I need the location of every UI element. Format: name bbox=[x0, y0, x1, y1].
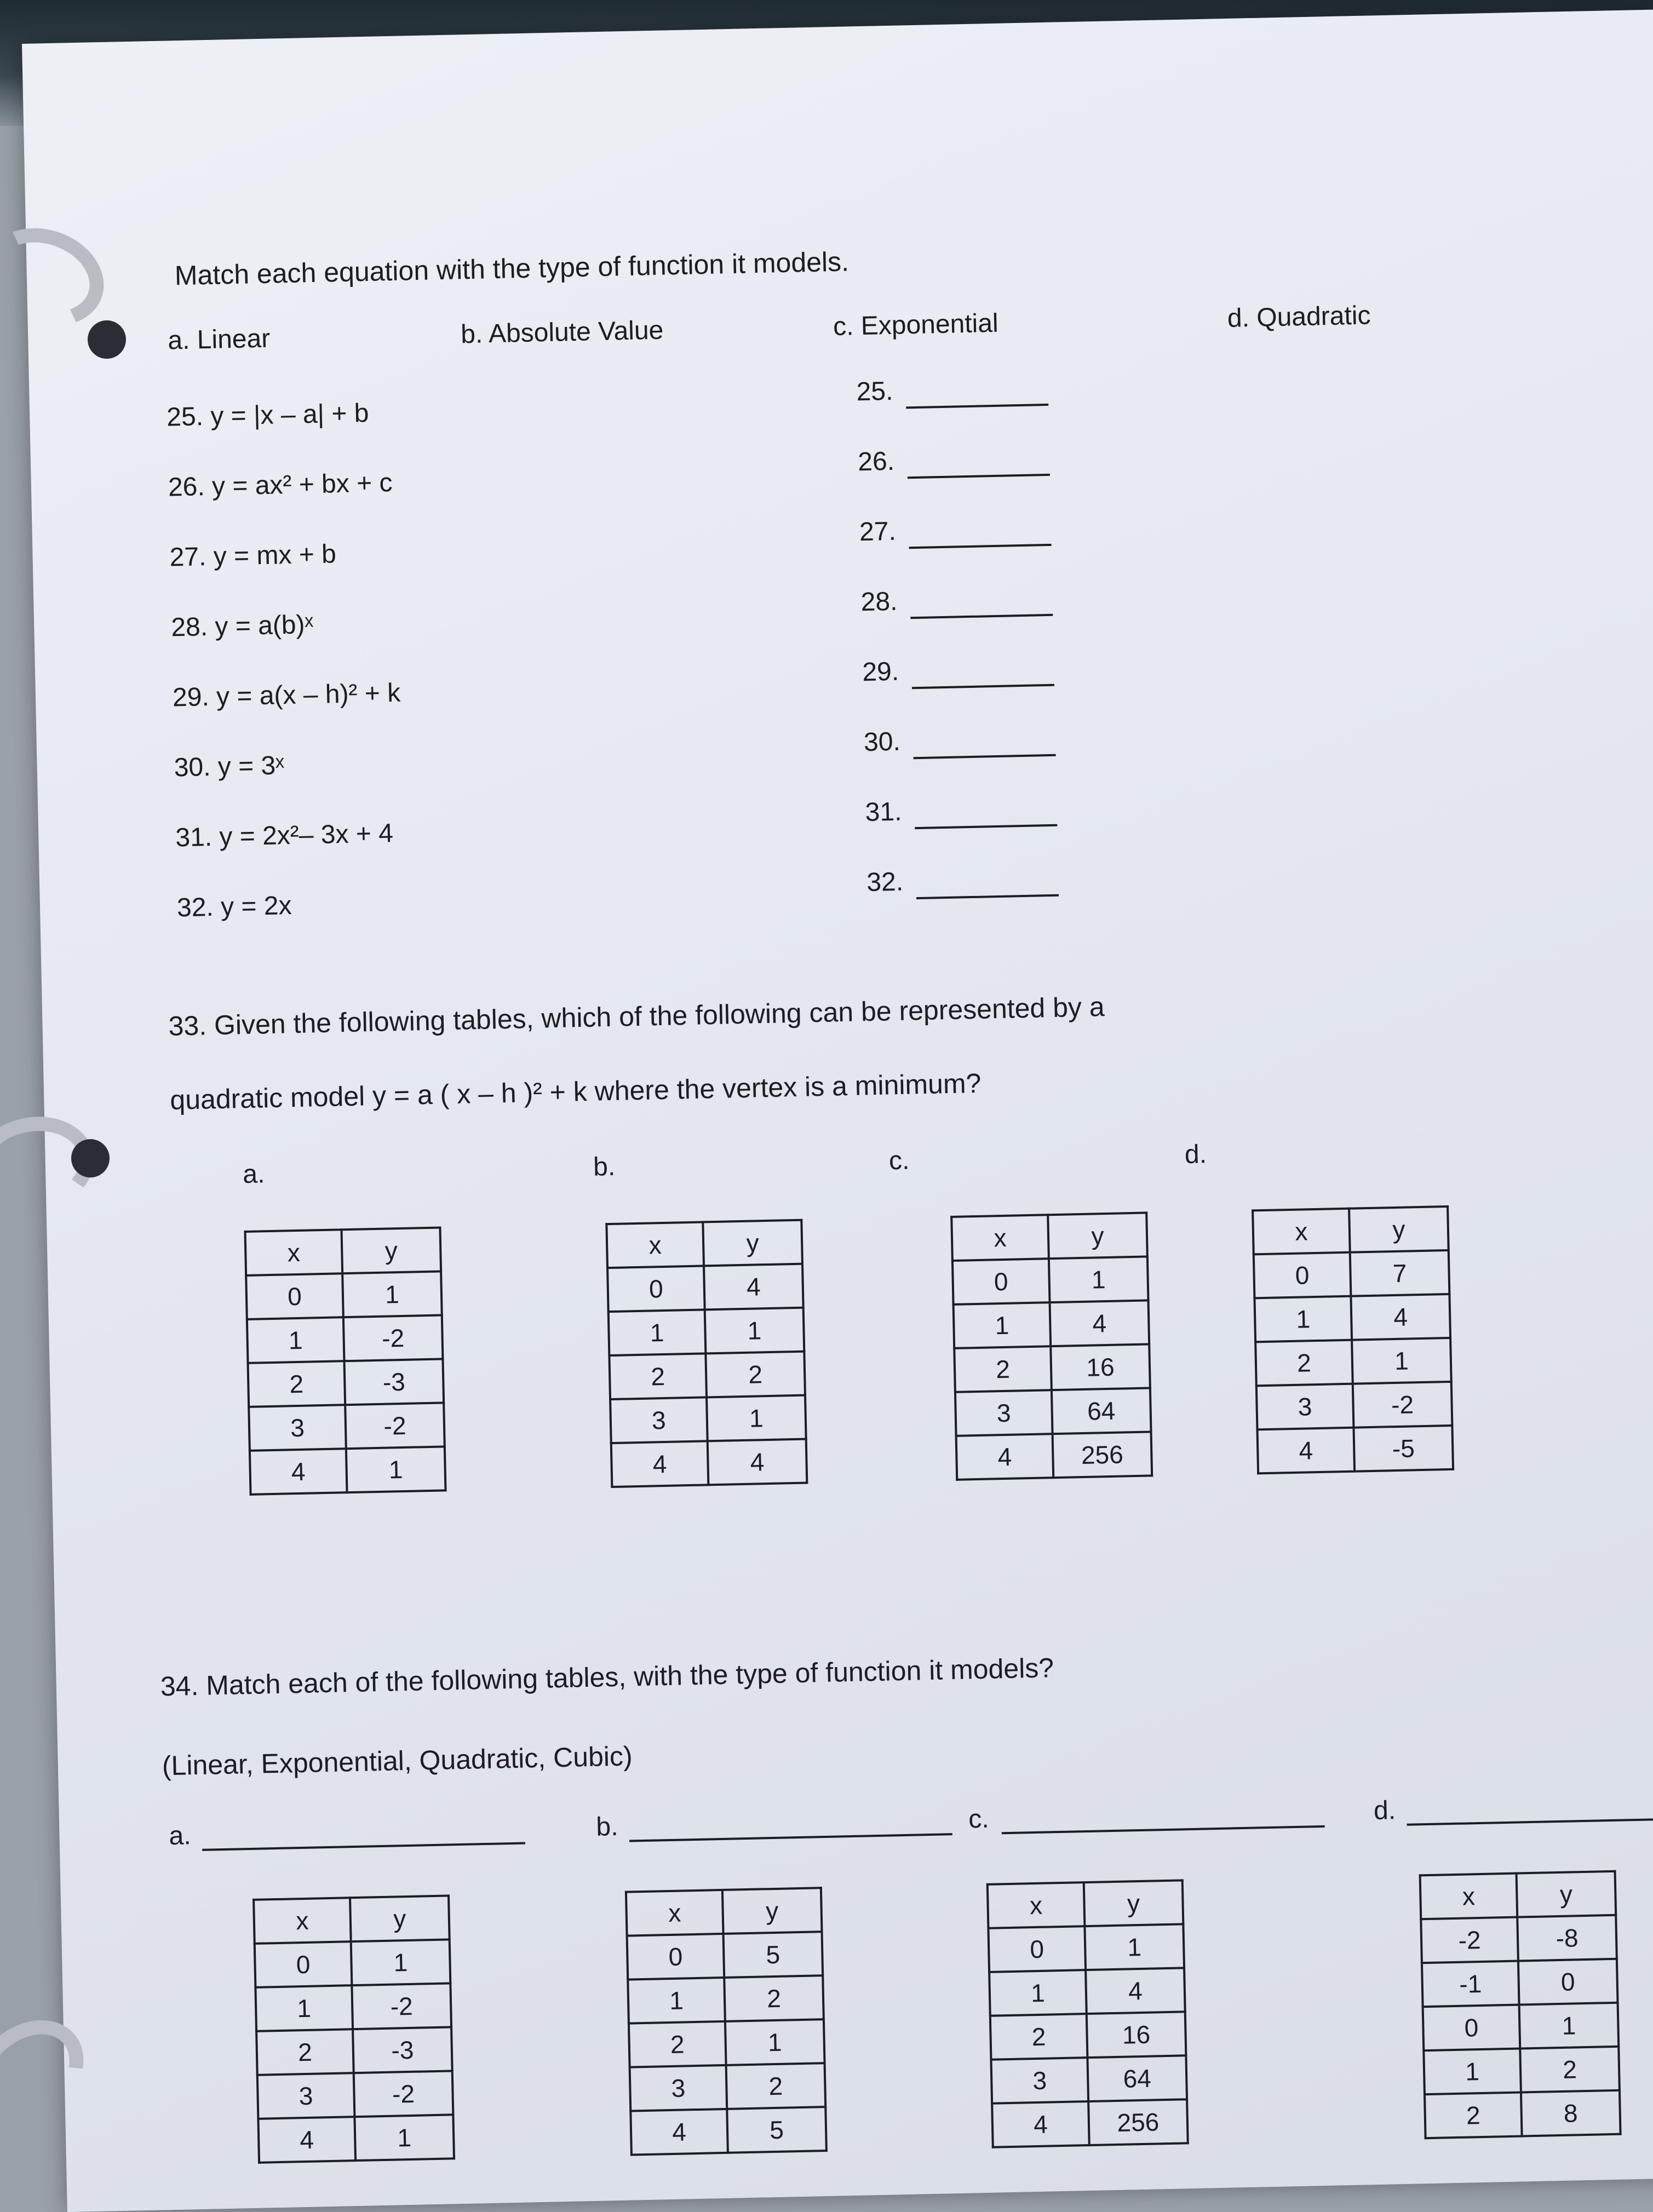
table-row bbox=[1257, 1426, 1453, 1473]
table-row bbox=[1425, 2090, 1621, 2138]
q34-table bbox=[1419, 1870, 1622, 2139]
equation-item: 26. y = ax² + bx + c bbox=[168, 468, 393, 502]
table-row bbox=[952, 1256, 1149, 1304]
table-cell-x: 4 bbox=[630, 2109, 728, 2155]
table-row bbox=[1255, 1338, 1451, 1386]
table-cell-y: 1 bbox=[354, 2115, 454, 2161]
table-cell-y: 4 bbox=[1050, 1300, 1150, 1346]
table-cell-x: 3 bbox=[610, 1397, 708, 1443]
table-header-x: x bbox=[988, 1882, 1085, 1928]
table-cell-x: 2 bbox=[248, 1361, 346, 1407]
table-row bbox=[247, 1315, 443, 1363]
table-header-x: x bbox=[1253, 1209, 1350, 1255]
table-row bbox=[250, 1446, 446, 1494]
table-cell-y: 64 bbox=[1052, 1388, 1151, 1434]
table-row bbox=[1254, 1250, 1450, 1298]
answer-label: 27. bbox=[859, 516, 897, 547]
answer-blank[interactable] bbox=[914, 754, 1056, 759]
table-cell-x: 0 bbox=[255, 1941, 352, 1987]
table-cell-x: 3 bbox=[991, 2058, 1088, 2104]
table-cell-x: 0 bbox=[1254, 1252, 1351, 1299]
q34-answer-blank[interactable] bbox=[1002, 1825, 1325, 1834]
table-cell-x: 2 bbox=[1425, 2093, 1522, 2139]
table-row bbox=[954, 1300, 1150, 1348]
answer-label: 26. bbox=[857, 446, 895, 477]
table-header-x: x bbox=[254, 1898, 351, 1944]
table-row bbox=[1422, 1959, 1618, 2007]
answer-blank[interactable] bbox=[912, 684, 1054, 689]
table-header-x: x bbox=[951, 1215, 1049, 1261]
table-cell-y: 7 bbox=[1350, 1250, 1450, 1296]
table-cell-y: 5 bbox=[724, 1932, 823, 1978]
table-cell-x: 4 bbox=[956, 1434, 1054, 1480]
table-cell-y: 4 bbox=[1086, 1968, 1185, 2014]
table-row bbox=[991, 2055, 1187, 2103]
q33-option-label: b. bbox=[593, 1152, 616, 1182]
table-row bbox=[1424, 2047, 1620, 2094]
q33-prompt-line2: quadratic model y = a ( x – h )² + k where the vertex is a minimum? bbox=[169, 1067, 982, 1116]
table-cell-x: 3 bbox=[630, 2065, 727, 2111]
table-row bbox=[249, 1403, 445, 1450]
q33-table bbox=[1252, 1205, 1454, 1474]
table-cell-y: 1 bbox=[707, 1395, 806, 1441]
table-cell-x: 2 bbox=[256, 2029, 354, 2075]
table-cell-y: 2 bbox=[705, 1352, 805, 1398]
table-row bbox=[628, 1975, 824, 2023]
answer-label: 30. bbox=[863, 727, 901, 757]
table-cell-y: 1 bbox=[705, 1308, 805, 1354]
table-row bbox=[1256, 1382, 1453, 1429]
table-cell-x: 1 bbox=[255, 1985, 353, 2031]
table-cell-x: 0 bbox=[952, 1259, 1050, 1305]
table-row bbox=[956, 1432, 1152, 1479]
table-cell-y: 4 bbox=[1351, 1294, 1450, 1340]
table-cell-y: 1 bbox=[1352, 1338, 1451, 1384]
table-cell-x: 4 bbox=[250, 1449, 347, 1495]
table-cell-y: 1 bbox=[1519, 2003, 1619, 2049]
answer-label: 32. bbox=[866, 867, 904, 898]
table-header-y: y bbox=[1517, 1871, 1616, 1917]
table-header-y: y bbox=[1349, 1206, 1449, 1252]
table-cell-y: 1 bbox=[346, 1446, 446, 1492]
equation-item: 28. y = a(b)ˣ bbox=[170, 610, 314, 642]
table-row bbox=[1254, 1294, 1450, 1342]
table-cell-x: 1 bbox=[954, 1302, 1051, 1348]
table-row bbox=[611, 1439, 807, 1487]
q34-prompt-line1: 34. Match each of the following tables, with the type of function it models? bbox=[160, 1652, 1054, 1702]
table-row bbox=[256, 2027, 452, 2075]
table-cell-x: 4 bbox=[258, 2117, 355, 2163]
q34-prompt-line2: (Linear, Exponential, Quadratic, Cubic) bbox=[162, 1740, 633, 1782]
answer-blank[interactable] bbox=[908, 474, 1050, 479]
q34-option-label: c. bbox=[968, 1804, 990, 1834]
instruction-text: Match each equation with the type of function it models. bbox=[174, 246, 850, 291]
table-cell-y: 4 bbox=[708, 1439, 807, 1485]
table-row bbox=[248, 1359, 444, 1406]
table-cell-x: -1 bbox=[1422, 1961, 1519, 2007]
table-cell-y: 256 bbox=[1053, 1432, 1152, 1478]
q34-option-label: d. bbox=[1373, 1796, 1396, 1826]
q34-table bbox=[986, 1879, 1189, 2148]
table-header-y: y bbox=[1048, 1213, 1147, 1259]
answer-blank[interactable] bbox=[910, 614, 1053, 619]
table-cell-y: -5 bbox=[1353, 1426, 1453, 1472]
table-cell-y: 1 bbox=[1049, 1256, 1149, 1302]
answer-blank[interactable] bbox=[909, 544, 1052, 549]
answer-label: 25. bbox=[856, 376, 893, 407]
table-cell-y: -3 bbox=[344, 1359, 444, 1405]
table-cell-y: 4 bbox=[704, 1264, 803, 1310]
equation-item: 30. y = 3ˣ bbox=[174, 751, 285, 783]
table-row bbox=[954, 1344, 1150, 1392]
table-cell-y: 2 bbox=[726, 2063, 826, 2109]
choice-exponential: c. Exponential bbox=[833, 308, 999, 342]
q33-option-label: a. bbox=[242, 1159, 265, 1190]
table-cell-x: 1 bbox=[247, 1317, 345, 1363]
table-cell-y: -3 bbox=[353, 2027, 452, 2073]
q34-answer-blank[interactable] bbox=[1407, 1817, 1653, 1825]
equation-item: 25. y = |x – a| + b bbox=[166, 398, 369, 432]
table-cell-x: 0 bbox=[246, 1273, 343, 1319]
q33-option-label: d. bbox=[1184, 1140, 1207, 1169]
table-cell-x: 1 bbox=[989, 1970, 1087, 2016]
table-cell-y: 1 bbox=[351, 1939, 451, 1985]
table-row bbox=[990, 2012, 1186, 2059]
table-cell-x: 4 bbox=[611, 1441, 709, 1487]
table-row bbox=[630, 2107, 827, 2154]
table-row bbox=[246, 1271, 442, 1319]
table-cell-x: -2 bbox=[1421, 1917, 1518, 1963]
table-cell-y: -2 bbox=[343, 1315, 443, 1361]
q33-prompt-line1: 33. Given the following tables, which of the following can be represented by a bbox=[168, 991, 1105, 1042]
q34-table bbox=[252, 1894, 455, 2163]
table-cell-y: -8 bbox=[1517, 1915, 1617, 1961]
table-row bbox=[955, 1388, 1151, 1435]
table-cell-x: 4 bbox=[1257, 1428, 1354, 1474]
table-cell-x: 3 bbox=[1256, 1384, 1354, 1430]
table-header-x: x bbox=[1420, 1874, 1518, 1920]
table-header-y: y bbox=[350, 1895, 450, 1941]
table-cell-y: 2 bbox=[1520, 2047, 1620, 2093]
table-row bbox=[630, 2063, 826, 2111]
table-header-x: x bbox=[606, 1222, 704, 1268]
table-row bbox=[1423, 2003, 1619, 2050]
table-row bbox=[627, 1932, 823, 1979]
table-row bbox=[255, 1939, 451, 1987]
equation-item: 31. y = 2x²– 3x + 4 bbox=[175, 819, 394, 853]
table-header-x: x bbox=[626, 1890, 724, 1936]
choice-linear: a. Linear bbox=[167, 324, 271, 355]
table-cell-x: 2 bbox=[954, 1346, 1052, 1392]
q34-answer-blank[interactable] bbox=[202, 1842, 525, 1851]
table-cell-x: 1 bbox=[1424, 2049, 1521, 2095]
answer-label: 29. bbox=[862, 657, 899, 687]
q33-table bbox=[950, 1211, 1153, 1480]
table-header-x: x bbox=[245, 1229, 343, 1276]
table-header-y: y bbox=[703, 1220, 802, 1266]
table-cell-y: -2 bbox=[1353, 1382, 1453, 1428]
q34-option-label: a. bbox=[169, 1821, 192, 1851]
q33-table bbox=[244, 1226, 446, 1495]
table-row bbox=[1421, 1915, 1617, 1963]
table-cell-y: -2 bbox=[354, 2071, 454, 2117]
choice-quadratic: d. Quadratic bbox=[1227, 301, 1371, 334]
binder-hole-top bbox=[88, 320, 126, 359]
table-row bbox=[609, 1308, 805, 1355]
binder-hole-middle bbox=[71, 1139, 110, 1177]
table-cell-x: 0 bbox=[988, 1926, 1086, 1972]
equation-item: 27. y = mx + b bbox=[169, 539, 337, 572]
table-cell-x: 0 bbox=[607, 1266, 705, 1312]
table-cell-y: -2 bbox=[345, 1403, 445, 1449]
table-row bbox=[609, 1352, 805, 1399]
table-cell-x: 4 bbox=[992, 2101, 1089, 2147]
table-row bbox=[255, 1983, 451, 2031]
table-row bbox=[629, 2019, 825, 2067]
answer-blank[interactable] bbox=[915, 824, 1057, 829]
table-cell-y: 0 bbox=[1518, 1959, 1618, 2005]
table-row bbox=[989, 1968, 1185, 2015]
table-row bbox=[607, 1264, 803, 1312]
answer-blank[interactable] bbox=[916, 894, 1059, 899]
table-cell-y: 2 bbox=[724, 1975, 824, 2021]
table-header-y: y bbox=[341, 1227, 441, 1273]
choice-absolute-value: b. Absolute Value bbox=[460, 315, 664, 349]
table-cell-y: 64 bbox=[1087, 2055, 1187, 2101]
table-row bbox=[258, 2115, 454, 2162]
table-cell-x: 2 bbox=[1255, 1340, 1353, 1386]
answer-blank[interactable] bbox=[906, 404, 1048, 409]
answer-label: 28. bbox=[860, 587, 898, 617]
table-row bbox=[988, 1924, 1184, 1972]
table-cell-x: 2 bbox=[990, 2014, 1088, 2060]
table-row bbox=[257, 2071, 454, 2118]
table-cell-x: 3 bbox=[955, 1390, 1053, 1436]
table-cell-y: -2 bbox=[352, 1983, 451, 2029]
table-cell-x: 1 bbox=[628, 1978, 725, 2024]
table-cell-x: 1 bbox=[1254, 1296, 1352, 1342]
q34-table bbox=[625, 1887, 828, 2156]
table-cell-y: 1 bbox=[1084, 1924, 1184, 1970]
q34-answer-blank[interactable] bbox=[629, 1833, 952, 1842]
table-cell-y: 5 bbox=[727, 2107, 827, 2153]
q34-option-label: b. bbox=[595, 1812, 619, 1842]
answer-label: 31. bbox=[865, 797, 903, 828]
table-cell-x: 0 bbox=[627, 1934, 725, 1980]
table-cell-x: 3 bbox=[249, 1405, 346, 1451]
table-cell-y: 1 bbox=[342, 1271, 442, 1317]
table-cell-y: 1 bbox=[725, 2019, 825, 2065]
table-cell-x: 1 bbox=[609, 1309, 706, 1355]
table-cell-y: 16 bbox=[1087, 2012, 1186, 2058]
table-header-y: y bbox=[1084, 1880, 1184, 1926]
equation-item: 29. y = a(x – h)² + k bbox=[172, 678, 401, 713]
table-header-y: y bbox=[722, 1888, 822, 1934]
table-cell-y: 8 bbox=[1521, 2090, 1621, 2136]
q33-option-label: c. bbox=[888, 1146, 910, 1176]
table-row bbox=[992, 2099, 1188, 2147]
table-cell-x: 2 bbox=[609, 1353, 707, 1399]
q33-table bbox=[605, 1219, 808, 1488]
table-cell-y: 256 bbox=[1088, 2099, 1188, 2145]
table-cell-x: 3 bbox=[257, 2073, 355, 2119]
equation-item: 32. y = 2x bbox=[176, 891, 292, 923]
table-cell-y: 16 bbox=[1051, 1344, 1150, 1390]
table-row bbox=[610, 1395, 806, 1443]
worksheet-page bbox=[22, 9, 1653, 2212]
table-cell-x: 0 bbox=[1423, 2005, 1520, 2051]
table-cell-x: 2 bbox=[629, 2021, 726, 2067]
